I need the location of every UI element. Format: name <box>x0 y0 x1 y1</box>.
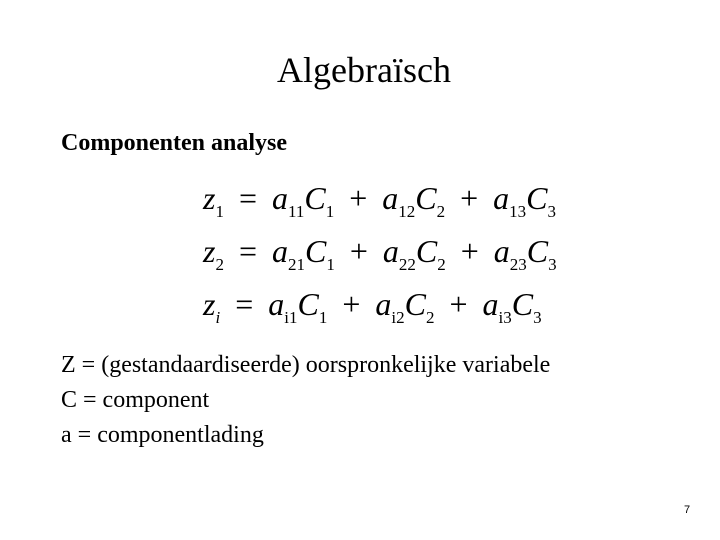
definition-z: Z = (gestandaardiseerde) oorspronkelijke variabele <box>61 352 551 378</box>
lhs-var: z <box>203 286 216 322</box>
coefficient-sub: i3 <box>498 308 512 327</box>
coefficient-sub: 11 <box>288 202 305 221</box>
component-sub: 1 <box>325 202 335 221</box>
coefficient: a <box>493 233 510 269</box>
coefficient: a <box>375 286 392 322</box>
coefficient-sub: 21 <box>288 255 305 274</box>
lhs-sub: i <box>215 308 221 327</box>
plus-sign: + <box>342 286 361 322</box>
slide-subtitle: Componenten analyse <box>61 130 288 156</box>
coefficient: a <box>382 180 399 216</box>
component-var: C <box>526 233 549 269</box>
slide-title: Algebraïsch <box>277 50 451 90</box>
page-number: 7 <box>684 504 691 516</box>
coefficient: a <box>493 180 510 216</box>
component-var: C <box>415 180 437 216</box>
component-var: C <box>404 286 426 322</box>
equation <box>203 178 557 221</box>
coefficient-sub: i1 <box>284 308 298 327</box>
coefficient: a <box>272 233 288 269</box>
component-sub: 3 <box>548 255 557 274</box>
component-var: C <box>415 233 438 269</box>
coefficient-sub: 23 <box>509 255 527 274</box>
plus-sign: + <box>460 233 479 269</box>
component-sub: 2 <box>436 202 446 221</box>
plus-sign: + <box>449 286 468 322</box>
component-sub: 2 <box>425 308 435 327</box>
component-sub: 3 <box>547 202 556 221</box>
component-sub: 1 <box>326 255 335 274</box>
equals-sign: = <box>238 233 257 269</box>
component-var: C <box>304 180 326 216</box>
plus-sign: + <box>349 233 368 269</box>
equals-sign: = <box>238 180 257 216</box>
coefficient-sub: 13 <box>509 202 527 221</box>
lhs-var: z <box>203 233 216 269</box>
equation <box>203 231 557 274</box>
lhs-sub: 1 <box>215 202 224 221</box>
coefficient-sub: i2 <box>391 308 405 327</box>
coefficient: a <box>272 180 288 216</box>
equation-block <box>203 178 557 337</box>
definition-a: a = componentlading <box>61 422 264 448</box>
coefficient-sub: 22 <box>398 255 416 274</box>
component-sub: 3 <box>533 308 542 327</box>
component-var: C <box>511 286 534 322</box>
equation <box>203 284 557 327</box>
lhs-var: z <box>203 180 216 216</box>
coefficient: a <box>382 233 399 269</box>
definition-c: C = component <box>61 387 210 413</box>
coefficient: a <box>482 286 499 322</box>
definitions-list <box>61 348 550 453</box>
plus-sign: + <box>460 180 479 216</box>
plus-sign: + <box>349 180 368 216</box>
lhs-sub: 2 <box>215 255 224 274</box>
component-var: C <box>526 180 548 216</box>
component-sub: 2 <box>437 255 446 274</box>
component-sub: 1 <box>318 308 328 327</box>
component-var: C <box>305 233 327 269</box>
equals-sign: = <box>235 286 254 322</box>
coefficient-sub: 12 <box>398 202 416 221</box>
component-var: C <box>297 286 319 322</box>
coefficient: a <box>268 286 285 322</box>
